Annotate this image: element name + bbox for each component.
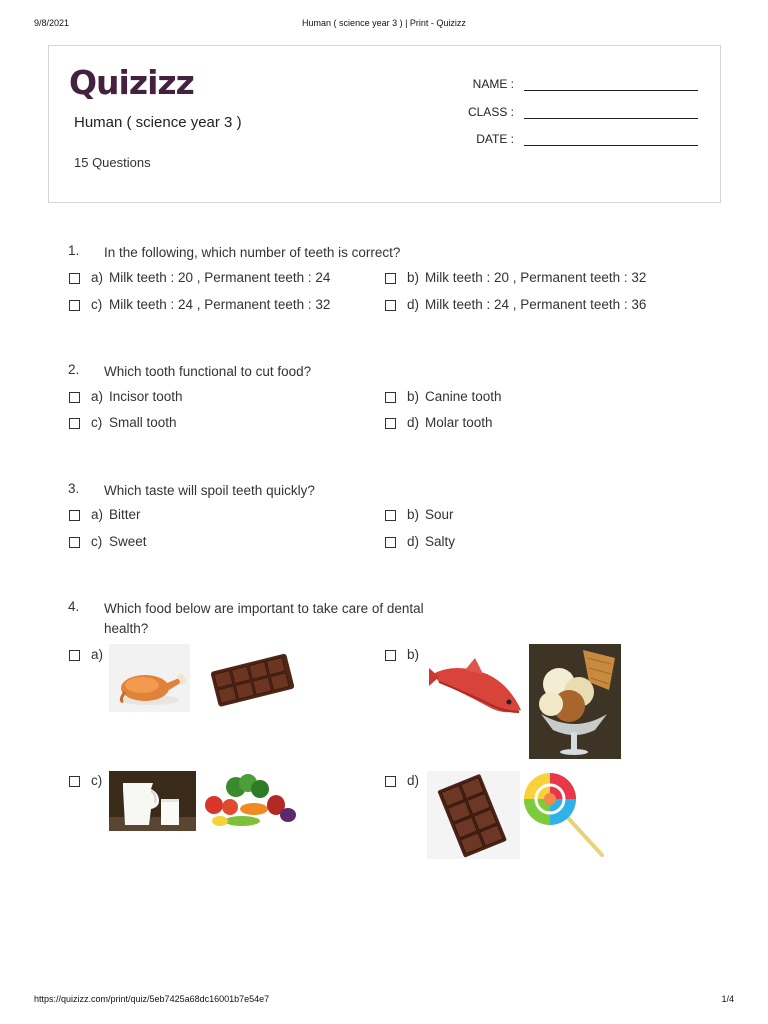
date-line[interactable] xyxy=(524,145,698,146)
option-text: Bitter xyxy=(109,507,141,522)
option-letter: d) xyxy=(407,415,420,430)
date-field[interactable] xyxy=(438,132,698,148)
option-letter: d) xyxy=(407,297,420,312)
checkbox[interactable] xyxy=(385,392,396,403)
option-text: Salty xyxy=(425,534,456,549)
option-letter: b) xyxy=(407,389,420,404)
option-text: Sour xyxy=(425,507,454,522)
vegetables-image xyxy=(196,771,304,831)
red-fish-image xyxy=(425,644,525,759)
checkbox[interactable] xyxy=(385,300,396,311)
quiz-title: Human ( science year 3 ) xyxy=(74,114,242,131)
question-number: 3. xyxy=(68,481,80,496)
chocolate-bar-image xyxy=(427,771,522,859)
checkbox[interactable] xyxy=(385,273,396,284)
checkbox[interactable] xyxy=(385,776,396,787)
option-letter: a) xyxy=(91,389,104,404)
option-letter: c) xyxy=(91,773,103,788)
question-number: 4. xyxy=(68,599,80,614)
option-text: Milk teeth : 24 , Permanent teeth : 32 xyxy=(109,297,331,312)
question-text: In the following, which number of teeth is correct? xyxy=(104,245,401,260)
quiz-header-card xyxy=(48,45,721,203)
option-text: Small tooth xyxy=(109,415,177,430)
checkbox[interactable] xyxy=(385,510,396,521)
option-text: Sweet xyxy=(109,534,147,549)
option-text: Milk teeth : 20 , Permanent teeth : 32 xyxy=(425,270,647,285)
checkbox[interactable] xyxy=(385,537,396,548)
option-letter: b) xyxy=(407,647,420,662)
name-line[interactable] xyxy=(524,90,698,91)
question-text: Which taste will spoil teeth quickly? xyxy=(104,483,315,498)
name-field[interactable] xyxy=(438,77,698,93)
checkbox[interactable] xyxy=(69,776,80,787)
page-number: 1/4 xyxy=(721,994,734,1004)
question-text: Which tooth functional to cut food? xyxy=(104,364,312,379)
option-letter: c) xyxy=(91,297,103,312)
lollipop-image xyxy=(520,771,620,859)
checkbox[interactable] xyxy=(69,418,80,429)
question-count: 15 Questions xyxy=(74,155,151,170)
option-letter: c) xyxy=(91,415,103,430)
checkbox[interactable] xyxy=(69,273,80,284)
option-letter: a) xyxy=(91,507,104,522)
option-letter: d) xyxy=(407,534,420,549)
option-text: Canine tooth xyxy=(425,389,502,404)
option-letter: a) xyxy=(91,647,104,662)
checkbox[interactable] xyxy=(385,650,396,661)
chocolate-bar-image xyxy=(203,644,303,712)
question-1 xyxy=(68,243,708,312)
question-4 xyxy=(68,599,708,636)
checkbox[interactable] xyxy=(69,392,80,403)
option-letter: c) xyxy=(91,534,103,549)
quizizz-logo xyxy=(69,63,194,103)
option-text: Molar tooth xyxy=(425,415,493,430)
class-label: CLASS : xyxy=(467,105,514,119)
print-header xyxy=(0,18,768,30)
print-date: 9/8/2021 xyxy=(34,18,70,28)
ice-cream-sundae-image xyxy=(529,644,621,759)
print-page-title: Human ( science year 3 ) | Print - Quizizz xyxy=(302,18,466,28)
question-3 xyxy=(68,481,708,549)
date-label: DATE : xyxy=(476,132,514,146)
class-line[interactable] xyxy=(524,118,698,119)
checkbox[interactable] xyxy=(69,300,80,311)
option-letter: b) xyxy=(407,270,420,285)
option-text: Milk teeth : 20 , Permanent teeth : 24 xyxy=(109,270,331,285)
option-text: Incisor tooth xyxy=(109,389,183,404)
roast-chicken-image xyxy=(109,644,190,712)
logo-text: Quizizz xyxy=(69,63,194,102)
checkbox[interactable] xyxy=(69,510,80,521)
name-label: NAME : xyxy=(472,77,514,91)
question-text: Which food below are important to take care of dental health? xyxy=(104,601,424,636)
option-letter: a) xyxy=(91,270,104,285)
question-number: 1. xyxy=(68,243,80,258)
checkbox[interactable] xyxy=(69,537,80,548)
print-url: https://quizizz.com/print/quiz/5eb7425a68dc16001b7e54e7 xyxy=(34,994,270,1004)
milk-jug-image xyxy=(109,771,196,831)
question-2 xyxy=(68,362,708,430)
option-letter: b) xyxy=(407,507,420,522)
class-field[interactable] xyxy=(438,105,698,121)
option-text: Milk teeth : 24 , Permanent teeth : 36 xyxy=(425,297,647,312)
checkbox[interactable] xyxy=(385,418,396,429)
option-letter: d) xyxy=(407,773,420,788)
question-number: 2. xyxy=(68,362,80,377)
checkbox[interactable] xyxy=(69,650,80,661)
